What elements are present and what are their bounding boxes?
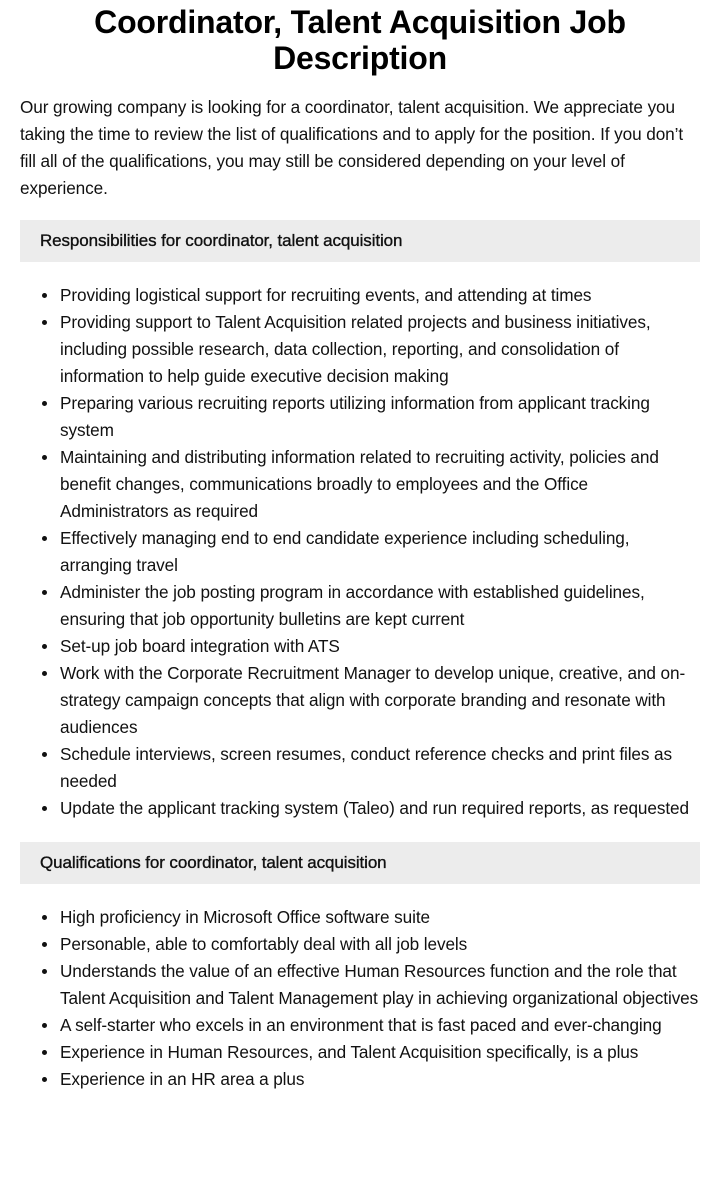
bullet-icon bbox=[42, 590, 47, 595]
bullet-icon bbox=[42, 455, 47, 460]
list-item bbox=[60, 282, 700, 309]
list-item bbox=[60, 390, 700, 444]
list-item bbox=[60, 958, 700, 1012]
list-item-text: Schedule interviews, screen resumes, conduct reference checks and print files as needed bbox=[60, 744, 673, 791]
bullet-icon bbox=[42, 644, 47, 649]
list-item-text: Experience in Human Resources, and Talent Acquisition specifically, is a plus bbox=[60, 1042, 639, 1062]
list-item-text: Work with the Corporate Recruitment Manager to develop unique, creative, and on-strategy campaign concepts that align with corporate branding and resonate with audiences bbox=[60, 663, 686, 737]
bullet-icon bbox=[42, 293, 47, 298]
bullet-icon bbox=[42, 752, 47, 757]
list-item bbox=[60, 1012, 700, 1039]
page-title: Coordinator, Talent Acquisition Job Description bbox=[94, 4, 626, 76]
list-item-text: A self-starter who excels in an environment that is fast paced and ever-changing bbox=[60, 1015, 662, 1035]
qualifications-heading: Qualifications for coordinator, talent acquisition bbox=[40, 853, 387, 872]
list-item bbox=[60, 1039, 700, 1066]
bullet-icon bbox=[42, 1050, 47, 1055]
list-item bbox=[60, 309, 700, 390]
qualifications-section-header bbox=[20, 842, 700, 884]
responsibilities-section-header bbox=[20, 220, 700, 262]
list-item-text: Providing logistical support for recruiting events, and attending at times bbox=[60, 285, 592, 305]
list-item-text: Maintaining and distributing information related to recruiting activity, policies and benefit changes, communications broadly to employees and the Office Administrators as required bbox=[60, 447, 659, 521]
bullet-icon bbox=[42, 536, 47, 541]
list-item-text: Set-up job board integration with ATS bbox=[60, 636, 340, 656]
list-item-text: Administer the job posting program in accordance with established guidelines, ensuring that job opportunity bulletins are kept current bbox=[60, 582, 645, 629]
list-item bbox=[60, 579, 700, 633]
bullet-icon bbox=[42, 942, 47, 947]
bullet-icon bbox=[42, 1023, 47, 1028]
bullet-icon bbox=[42, 1077, 47, 1082]
list-item-text: High proficiency in Microsoft Office software suite bbox=[60, 907, 430, 927]
bullet-icon bbox=[42, 401, 47, 406]
bullet-icon bbox=[42, 915, 47, 920]
bullet-icon bbox=[42, 806, 47, 811]
list-item-text: Effectively managing end to end candidate experience including scheduling, arranging travel bbox=[60, 528, 630, 575]
list-item bbox=[60, 795, 700, 822]
list-item bbox=[60, 525, 700, 579]
list-item-text: Personable, able to comfortably deal with all job levels bbox=[60, 934, 468, 954]
list-item-text: Understands the value of an effective Human Resources function and the role that Talent Acquisition and Talent Management play in achieving organizational objectives bbox=[60, 961, 699, 1008]
list-item bbox=[60, 741, 700, 795]
list-item bbox=[60, 931, 700, 958]
responsibilities-heading: Responsibilities for coordinator, talent acquisition bbox=[40, 231, 403, 250]
list-item bbox=[60, 904, 700, 931]
list-item-text: Update the applicant tracking system (Taleo) and run required reports, as requested bbox=[60, 798, 689, 818]
intro-paragraph: Our growing company is looking for a coordinator, talent acquisition. We appreciate you taking the time to review the list of qualifications and to apply for the position. If you don’t fill all of the qualifications, you may still be considered depending on your level of experience. bbox=[20, 97, 684, 198]
list-item bbox=[60, 660, 700, 741]
list-item bbox=[60, 1066, 700, 1093]
responsibilities-list bbox=[20, 282, 700, 822]
list-item-text: Providing support to Talent Acquisition related projects and business initiatives, including possible research, data collection, reporting, and consolidation of information to help guide executive decision making bbox=[60, 312, 651, 386]
bullet-icon bbox=[42, 320, 47, 325]
list-item bbox=[60, 633, 700, 660]
qualifications-list bbox=[20, 904, 700, 1093]
bullet-icon bbox=[42, 671, 47, 676]
list-item-text: Experience in an HR area a plus bbox=[60, 1069, 305, 1089]
bullet-icon bbox=[42, 969, 47, 974]
list-item bbox=[60, 444, 700, 525]
list-item-text: Preparing various recruiting reports utilizing information from applicant tracking system bbox=[60, 393, 650, 440]
